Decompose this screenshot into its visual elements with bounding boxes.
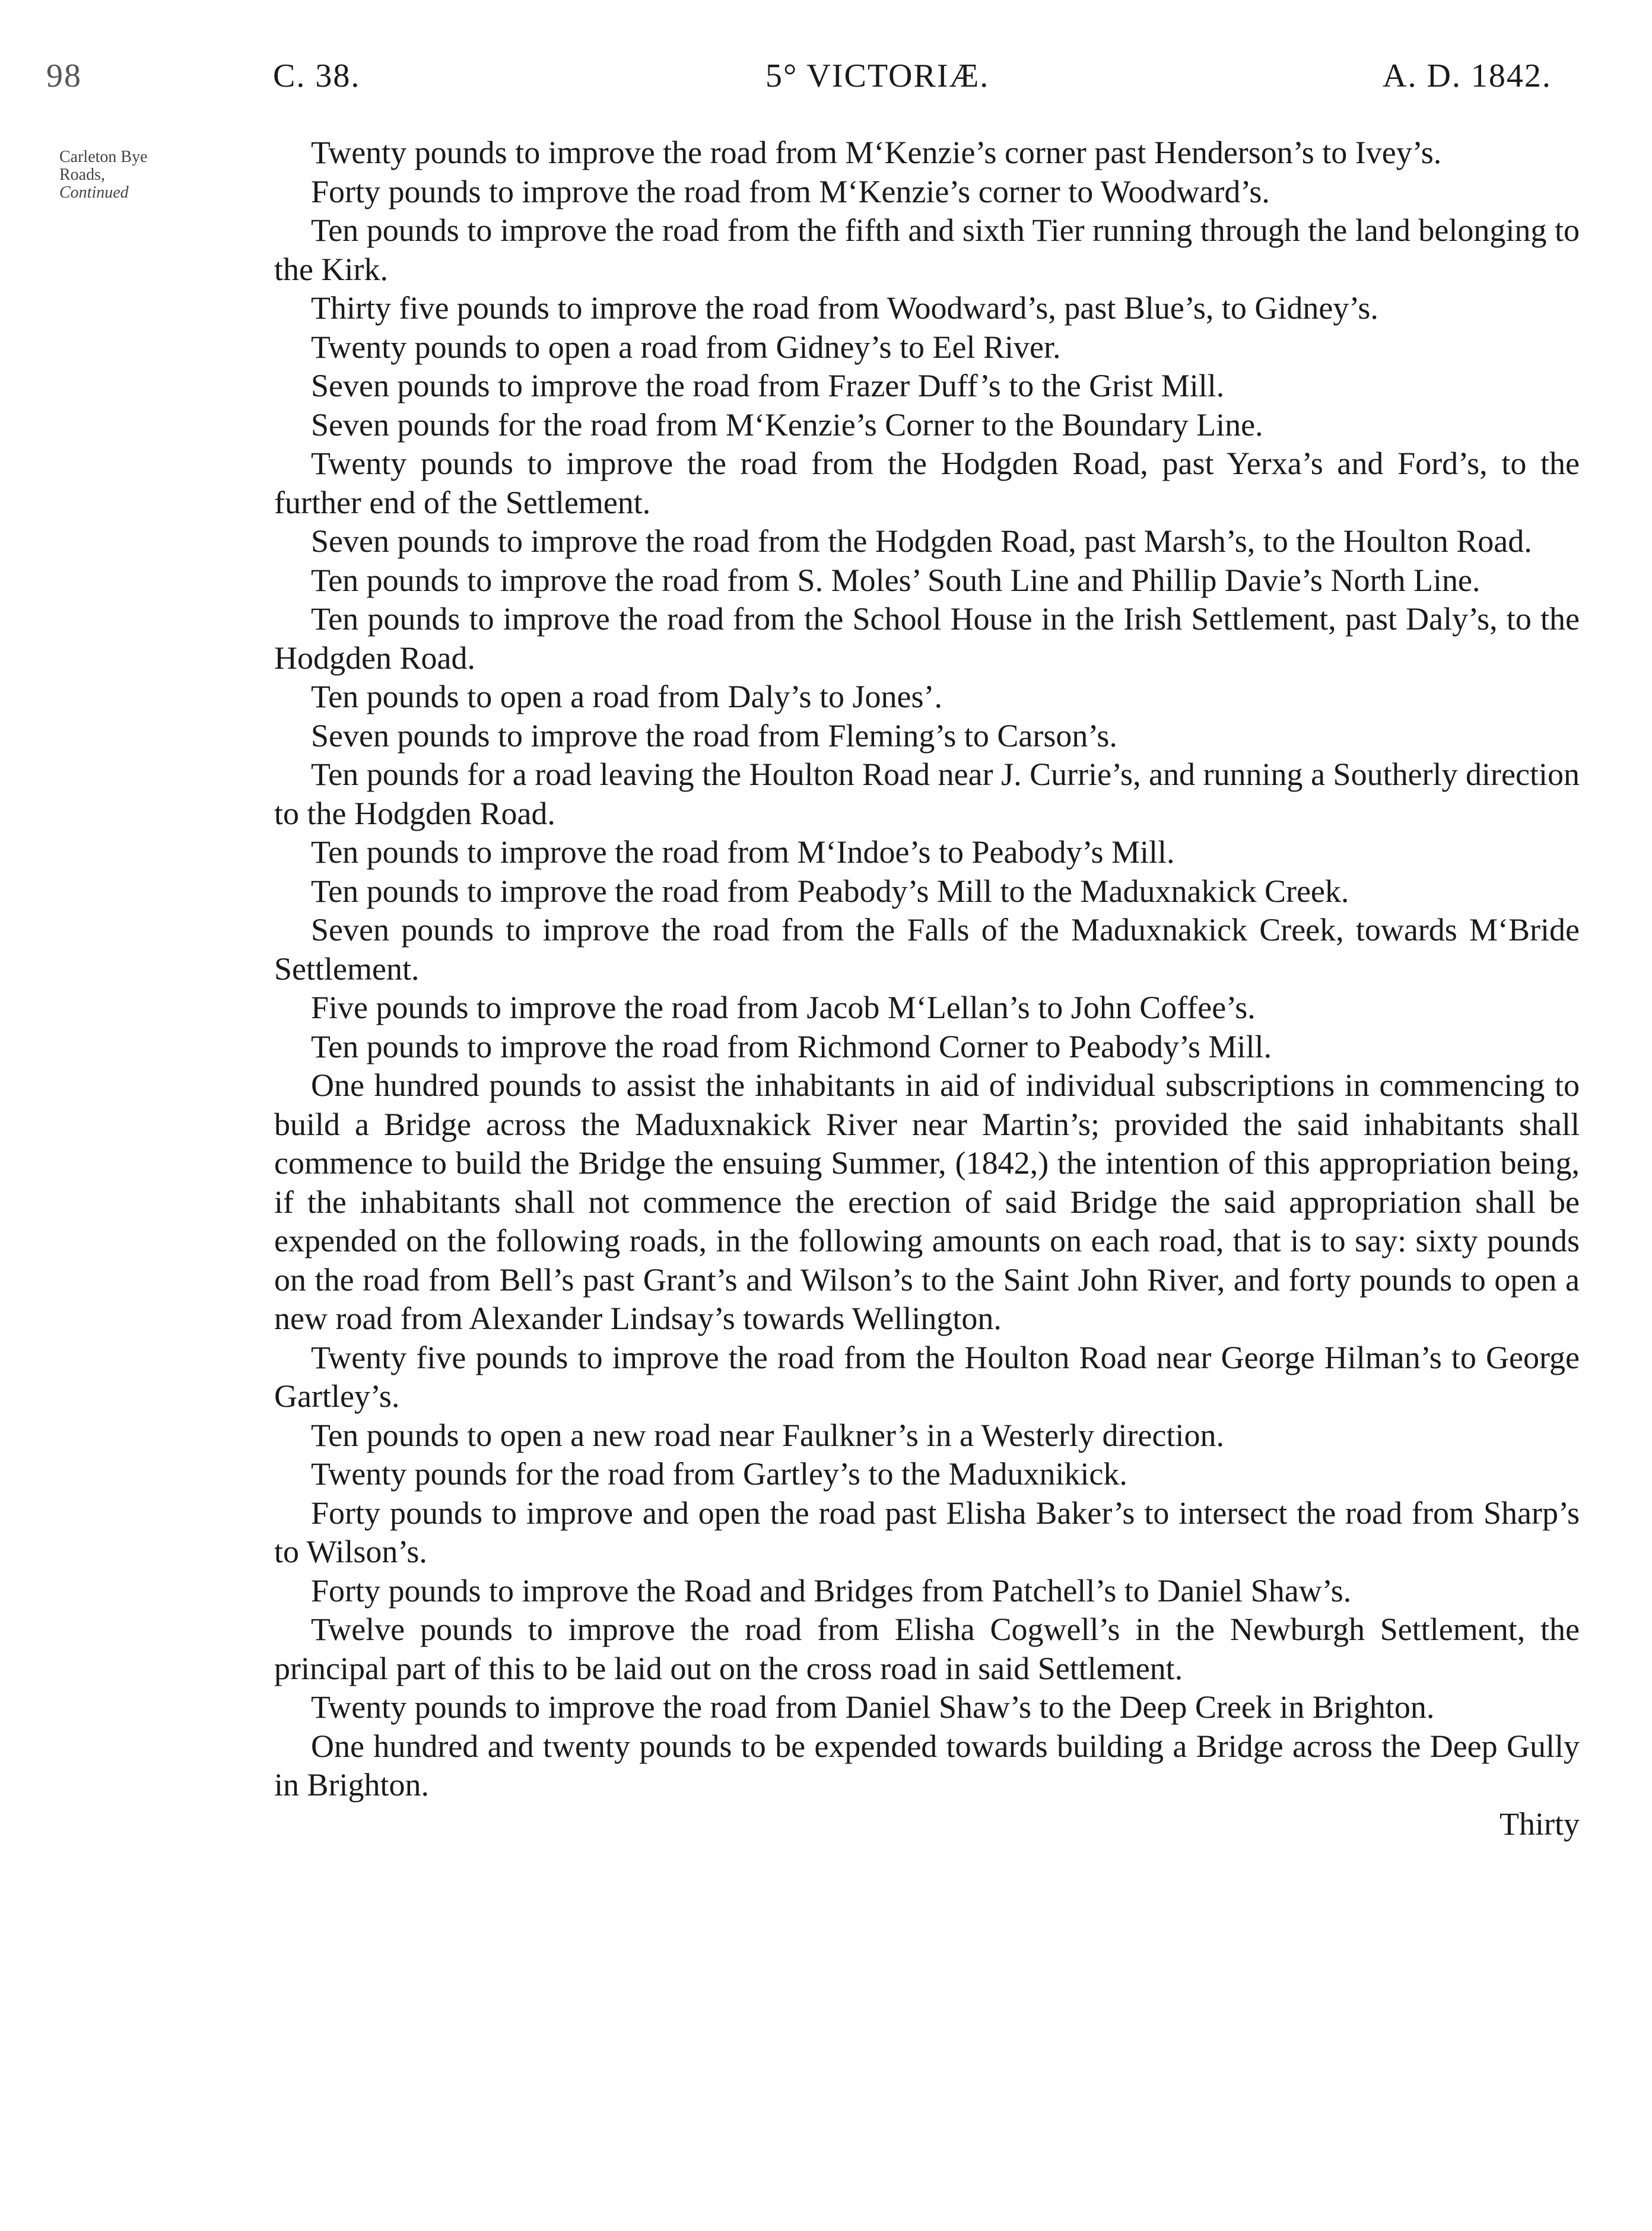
paragraph: Ten pounds for a road leaving the Houlton Road near J. Currie’s, and running a Southerly direction to the Hodgden Road. <box>274 757 1580 831</box>
year-label: A. D. 1842. <box>1383 58 1552 94</box>
paragraph: Thirty five pounds to improve the road from Woodward’s, past Blue’s, to Gidney’s. <box>311 290 1378 326</box>
paragraph: Forty pounds to improve and open the road past Elisha Baker’s to intersect the road from Sharp’s to Wilson’s. <box>274 1495 1580 1569</box>
paragraph: Seven pounds to improve the road from the Hodgden Road, past Marsh’s, to the Houlton Road. <box>311 523 1532 559</box>
margin-note <box>59 148 237 202</box>
paragraph: Five pounds to improve the road from Jacob M‘Lellan’s to John Coffee’s. <box>311 990 1256 1025</box>
page-header <box>0 57 1652 104</box>
paragraph: Ten pounds to improve the road from S. Moles’ South Line and Phillip Davie’s North Line. <box>311 562 1481 598</box>
paragraph: Ten pounds to improve the road from M‘Indoe’s to Peabody’s Mill. <box>311 834 1175 870</box>
margin-note-line: Roads, <box>59 166 105 184</box>
paragraph: Seven pounds to improve the road from Fleming’s to Carson’s. <box>311 717 1117 754</box>
paragraph: Ten pounds to open a new road near Faulkner’s in a Westerly direction. <box>311 1417 1224 1453</box>
paragraph: Ten pounds to improve the road from the fifth and sixth Tier running through the land belonging to the Kirk. <box>274 212 1580 287</box>
paragraph: Seven pounds to improve the road from the Falls of the Maduxnakick Creek, towards M‘Bride Settlement. <box>274 912 1580 987</box>
catchword: Thirty <box>1499 1806 1580 1842</box>
body-text <box>274 134 1580 1844</box>
paragraph: Twenty five pounds to improve the road from the Houlton Road near George Hilman’s to George Gartley’s. <box>274 1339 1580 1414</box>
paragraph: One hundred pounds to assist the inhabitants in aid of individual subscriptions in commencing to build a Bridge across the Maduxnakick River near Martin’s; provided the said inhabitants shall commence to build the Bridge the ensuing Summer, (1842,) the intention of this appropriation being, if the inhabitants shall not commence the erection of said Bridge the said appropriation shall be expended on the following roads, in the following amounts on each road, that is to say: sixty pounds on the road from Bell’s past Grant’s and Wilson’s to the Saint John River, and forty pounds to open a new road from Alexander Lindsay’s towards Wellington. <box>274 1067 1580 1336</box>
paragraph: Ten pounds to improve the road from Peabody’s Mill to the Maduxnakick Creek. <box>311 873 1349 909</box>
paragraph: Ten pounds to open a road from Daly’s to Jones’. <box>311 679 943 714</box>
margin-note-line: Continued <box>59 183 129 202</box>
paragraph: Seven pounds for the road from M‘Kenzie’s Corner to the Boundary Line. <box>311 406 1263 443</box>
paragraph: Twenty pounds to improve the road from M‘Kenzie’s corner past Henderson’s to Ivey’s. <box>311 135 1442 170</box>
paragraph: Twenty pounds to open a road from Gidney’s to Eel River. <box>311 329 1061 365</box>
paragraph: Twenty pounds to improve the road from the Hodgden Road, past Yerxa’s and Ford’s, to the further end of the Settlement. <box>274 446 1580 520</box>
paragraph: Twelve pounds to improve the road from Elisha Cogwell’s in the Newburgh Settlement, the principal part of this to be laid out on the cross road in said Settlement. <box>274 1612 1580 1686</box>
paragraph-last <box>274 1727 1580 1844</box>
paragraph-text: One hundred and twenty pounds to be expended towards building a Bridge across the Deep Gully in Brighton. <box>274 1728 1580 1803</box>
paragraph: Twenty pounds to improve the road from Daniel Shaw’s to the Deep Creek in Brighton. <box>311 1689 1435 1725</box>
margin-note-line: Carleton Bye <box>59 148 148 166</box>
reign-title: 5° VICTORIÆ. <box>765 58 990 94</box>
paragraph: Seven pounds to improve the road from Frazer Duff’s to the Grist Mill. <box>311 368 1225 403</box>
paragraph: Forty pounds to improve the Road and Bridges from Patchell’s to Daniel Shaw’s. <box>311 1572 1352 1609</box>
page-number: 98 <box>46 58 82 94</box>
paragraph: Twenty pounds for the road from Gartley’s to the Maduxnikick. <box>311 1456 1127 1492</box>
paragraph: Ten pounds to improve the road from Richmond Corner to Peabody’s Mill. <box>311 1028 1272 1064</box>
paragraph: Ten pounds to improve the road from the School House in the Irish Settlement, past Daly’s, to the Hodgden Road. <box>274 601 1580 676</box>
paragraph: Forty pounds to improve the road from M‘Kenzie’s corner to Woodward’s. <box>311 173 1270 209</box>
chapter-number: C. 38. <box>273 58 361 94</box>
